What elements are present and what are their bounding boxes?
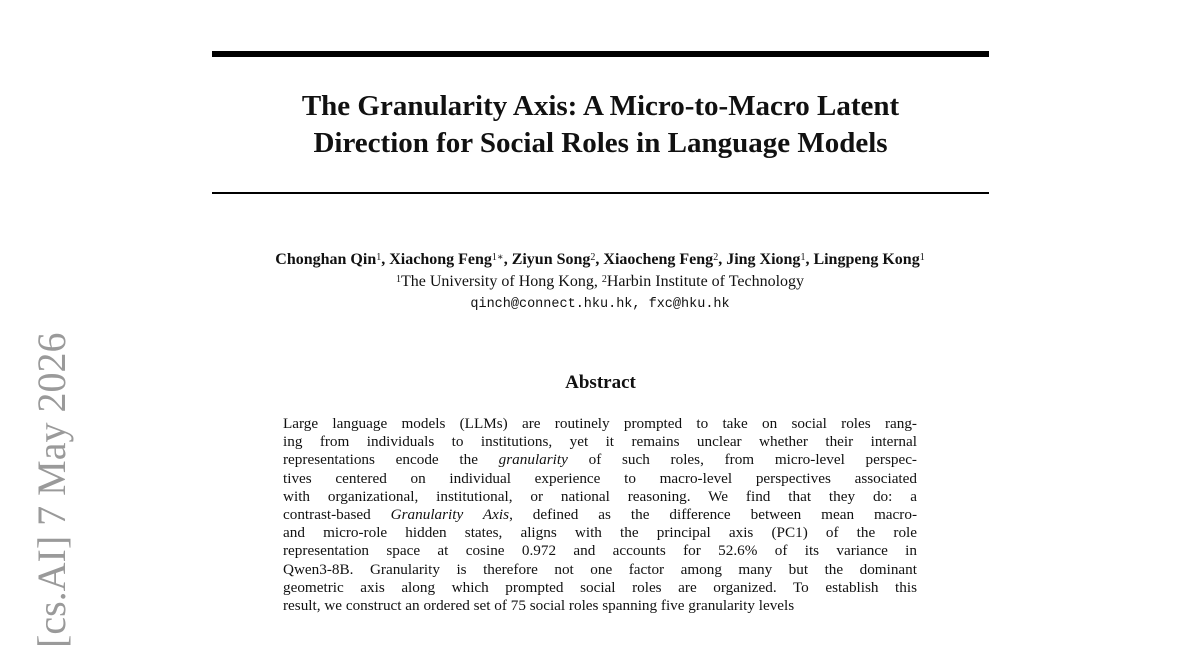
author-name: Xiaocheng Feng	[603, 251, 714, 268]
author-affil-mark: 1	[919, 252, 925, 263]
author-list: Chonghan Qin$^1$, Xiachong Feng$^{1∗}$, Ziyun Song$^2$, Xiaocheng Feng$^2$, Jing Xiong$^1$, Lingpeng Kong$^1$	[275, 251, 925, 268]
author-name: Chonghan Qin	[275, 251, 377, 268]
affil-mark: 1	[395, 274, 401, 285]
abstract-line: representation space at cosine 0.972 and accounts for 52.6% of its variance in	[283, 542, 917, 560]
author-affil-mark: 1	[376, 252, 382, 263]
paper-title-line-2: Direction for Social Roles in Language Models	[313, 127, 888, 159]
abstract-line: result, we construct an ordered set of 75 social roles spanning five granularity levels	[283, 597, 795, 615]
author-affil-mark: 1∗	[491, 252, 504, 263]
author-name: Lingpeng Kong	[813, 251, 920, 268]
abstract-line: Large language models (LLMs) are routinely prompted to take on social roles rang-	[283, 415, 917, 432]
affiliations: $^1$The University of Hong Kong, $^2$Harbin Institute of Technology	[395, 273, 805, 290]
affiliation-name: Harbin Institute of Technology	[606, 273, 805, 290]
paper-title-line-1: The Granularity Axis: A Micro-to-Macro Latent	[301, 90, 900, 122]
author-affil-mark: 2	[590, 252, 596, 263]
abstract-line: and micro-role hidden states, aligns with the principal axis (PC1) of the role	[283, 524, 917, 542]
affil-mark: 2	[601, 274, 607, 285]
paper-title	[212, 88, 989, 162]
abstract-line: with organizational, institutional, or national reasoning. We find that they do: a	[283, 487, 917, 505]
title-top-rule	[212, 51, 989, 57]
author-affil-mark: 1	[800, 252, 806, 263]
contact-emails[interactable]: qinch@connect.hku.hk, fxc@hku.hk	[470, 297, 730, 312]
abstract-body	[283, 415, 917, 615]
author-name: Jing Xiong	[726, 251, 801, 268]
author-name: Xiachong Feng	[389, 251, 492, 268]
abstract-heading: Abstract	[565, 372, 636, 393]
arxiv-identifier-stamp: [cs.AI] 7 May 2026	[29, 332, 74, 648]
abstract-line: Qwen3-8B. Granularity is therefore not one factor among many but the dominant	[283, 560, 917, 578]
abstract-line: representations encode the granularity of such roles, from micro-level perspec-	[283, 451, 917, 469]
author-name: Ziyun Song	[511, 251, 591, 268]
affiliation-name: The University of Hong Kong	[400, 273, 594, 290]
abstract-line: contrast-based Granularity Axis, defined as the difference between mean macro-	[283, 506, 918, 524]
abstract-line: geometric axis along which prompted social roles are organized. To establish this	[283, 578, 917, 596]
title-bottom-rule	[212, 192, 989, 194]
abstract-line: ing from individuals to institutions, yet it remains unclear whether their internal	[283, 433, 917, 451]
abstract-line: tives centered on individual experience to macro-level perspectives associated	[283, 469, 917, 487]
author-affil-mark: 2	[713, 252, 719, 263]
